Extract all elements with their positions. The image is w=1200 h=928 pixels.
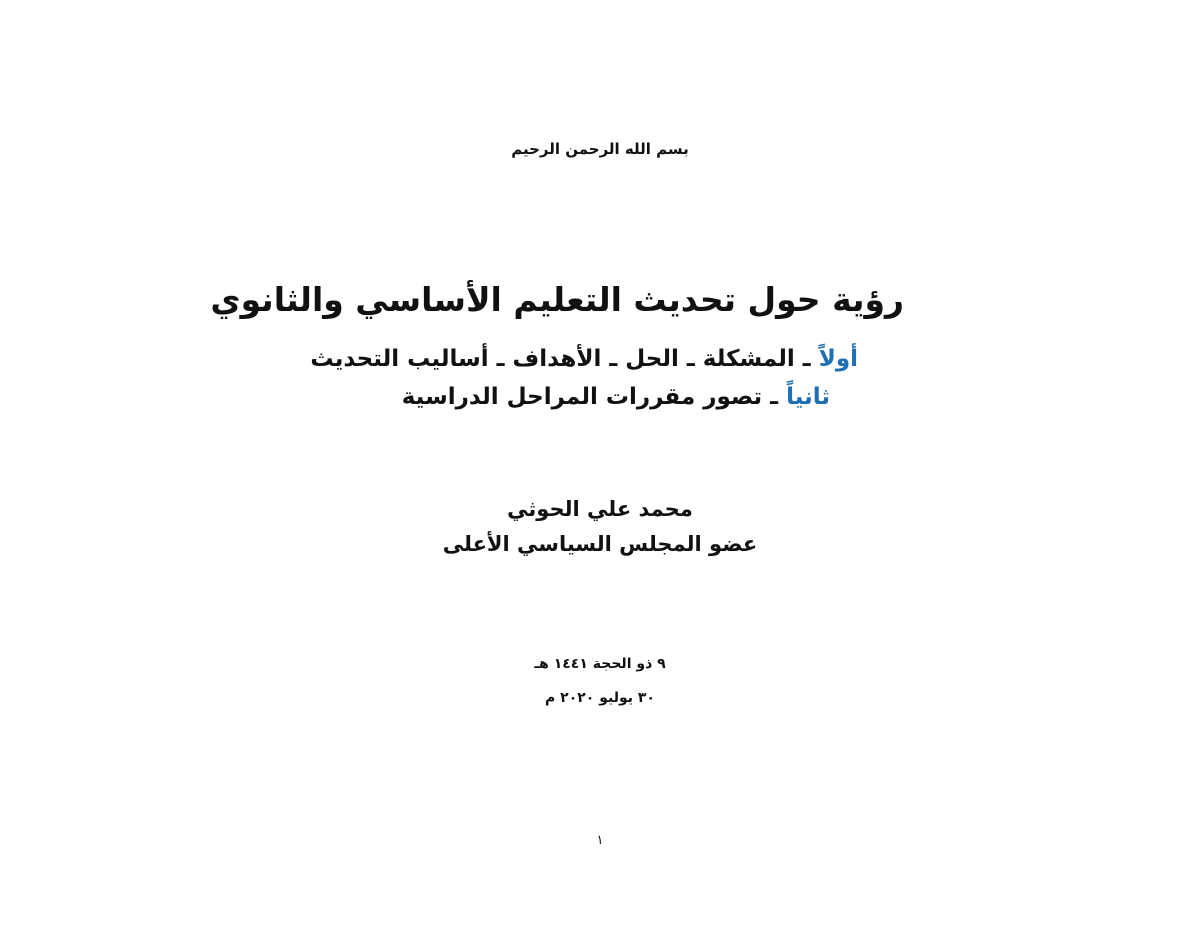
date-gregorian: ٣٠ يوليو ٢٠٢٠ م xyxy=(545,690,655,706)
point-second-text: ـ تصور مقررات المراحل الدراسية xyxy=(401,384,779,410)
point-first-label: أولاً xyxy=(818,346,858,372)
page-number: ١ xyxy=(596,833,604,848)
document-title: رؤية حول تحديث التعليم الأساسي والثانوي xyxy=(210,280,904,319)
point-first-text: ـ المشكلة ـ الحل ـ الأهداف ـ أساليب التحديث xyxy=(310,346,811,372)
date-hijri: ٩ ذو الحجة ١٤٤١ هـ xyxy=(534,656,666,672)
point-second-label: ثانياً xyxy=(786,384,830,410)
point-second xyxy=(402,384,830,410)
author-name: محمد علي الحوثي xyxy=(507,497,693,521)
basmala-text: بسم الله الرحمن الرحيم xyxy=(511,140,689,158)
point-first xyxy=(310,346,858,372)
basmala xyxy=(0,140,1200,158)
author-position: عضو المجلس السياسي الأعلى xyxy=(442,532,758,556)
